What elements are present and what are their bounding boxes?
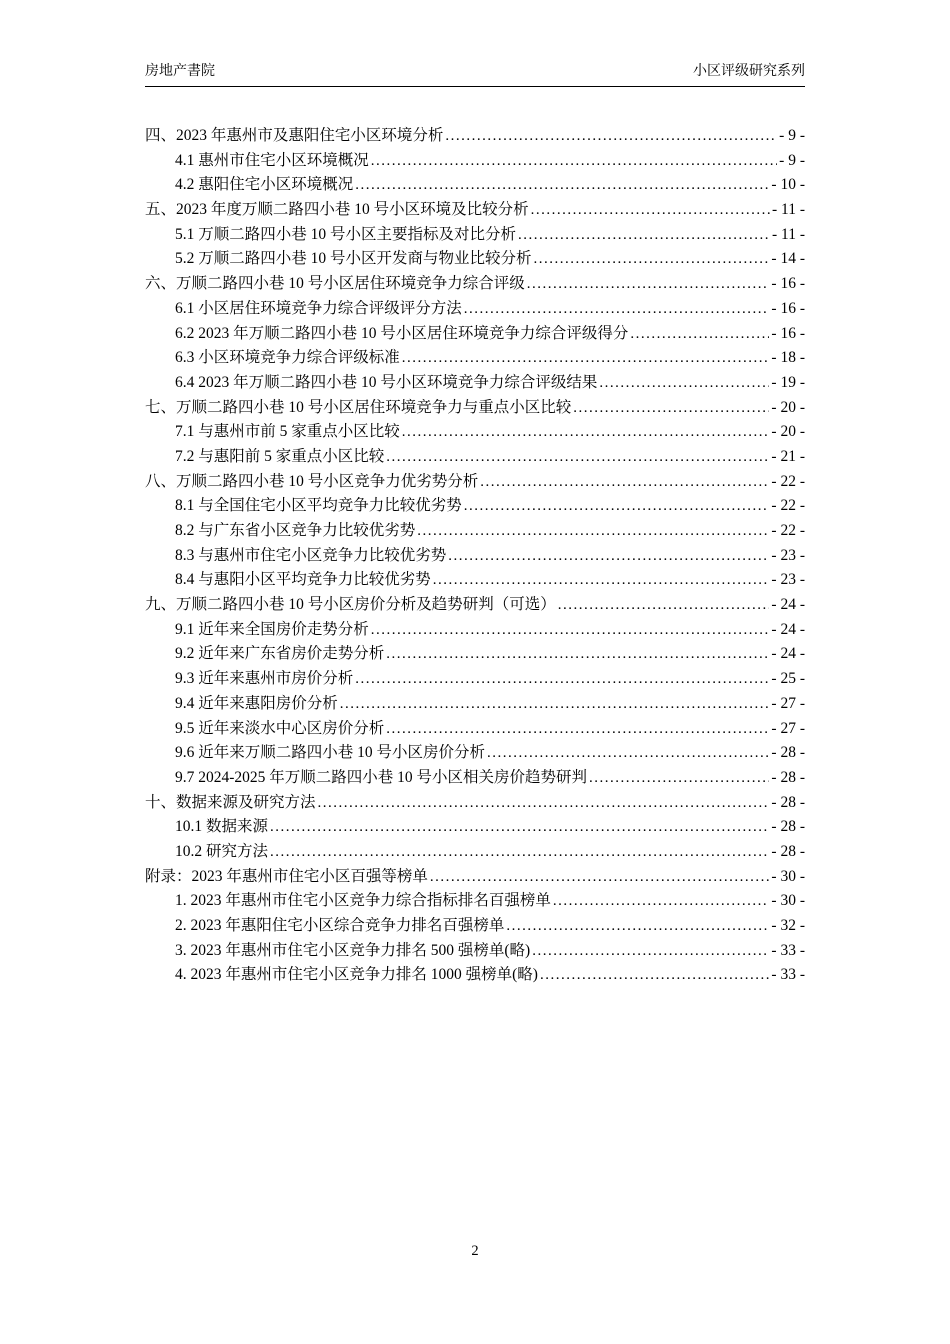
toc-entry-label: 2. 2023 年惠阳住宅小区综合竞争力排名百强榜单 (175, 917, 505, 934)
toc-entry-page: - 33 - (771, 966, 805, 984)
toc-leader-dots (318, 791, 770, 816)
toc-entry-label: 六、万顺二路四小巷 10 号小区居住环境竞争力综合评级 (145, 275, 525, 293)
toc-leader-dots (589, 766, 769, 791)
toc-leader-dots (527, 272, 770, 297)
toc-entry-label: 6.3 小区环境竞争力综合评级标准 (175, 349, 400, 367)
toc-entry (145, 470, 805, 495)
toc-entry (145, 889, 805, 914)
toc-leader-dots (531, 198, 770, 223)
toc-entry-page: - 33 - (771, 941, 805, 959)
toc-entry (145, 791, 805, 816)
toc-entry-label: 5.2 万顺二路四小巷 10 号小区开发商与物业比较分析 (175, 250, 532, 268)
toc-entry-label: 10.1 数据来源 (175, 818, 269, 836)
toc-leader-dots (553, 889, 770, 914)
toc-entry-page: - 20 - (771, 423, 805, 441)
toc-leader-dots (371, 618, 770, 643)
toc-entry-label: 9.1 近年来全国房价走势分析 (175, 620, 369, 638)
toc-leader-dots (270, 815, 769, 840)
toc-entry (145, 766, 805, 791)
toc-entry (145, 692, 805, 717)
toc-entry (145, 173, 805, 198)
toc-leader-dots (540, 963, 769, 988)
toc-entry-page: - 22 - (771, 522, 805, 539)
toc-leader-dots (573, 396, 769, 421)
toc-entry-label: 10.2 研究方法 (175, 842, 269, 860)
toc-entry-label: 七、万顺二路四小巷 10 号小区居住环境竞争力与重点小区比较 (145, 398, 572, 416)
toc-leader-dots (386, 445, 769, 470)
toc-entry-label: 1. 2023 年惠州市住宅小区竞争力综合指标排名百强榜单 (175, 892, 551, 910)
toc-leader-dots (402, 346, 770, 371)
toc-entry-label: 9.4 近年来惠阳房价分析 (175, 694, 338, 712)
toc-leader-dots (558, 593, 770, 618)
toc-entry-label: 6.2 2023 年万顺二路四小巷 10 号小区居住环境竞争力综合评级得分 (175, 324, 629, 342)
table-of-contents (145, 124, 805, 988)
toc-entry (145, 667, 805, 692)
toc-entry (145, 223, 805, 248)
toc-entry-page: - 9 - (779, 127, 805, 144)
toc-entry-page: - 28 - (771, 842, 805, 860)
toc-entry-label: 4.2 惠阳住宅小区环境概况 (175, 176, 354, 194)
toc-entry (145, 198, 805, 223)
toc-entry (145, 247, 805, 272)
toc-entry (145, 124, 805, 149)
toc-leader-dots (464, 297, 770, 322)
toc-entry (145, 272, 805, 297)
toc-leader-dots (599, 371, 769, 396)
toc-entry (145, 815, 805, 840)
toc-entry-label: 八、万顺二路四小巷 10 号小区竞争力优劣势分析 (145, 472, 479, 490)
toc-entry (145, 741, 805, 766)
toc-entry-label: 9.2 近年来广东省房价走势分析 (175, 645, 385, 663)
toc-entry-page: - 23 - (771, 546, 805, 564)
toc-leader-dots (630, 322, 769, 347)
toc-entry-label: 7.2 与惠阳前 5 家重点小区比较 (175, 447, 385, 465)
toc-entry-page: - 21 - (771, 447, 805, 465)
toc-leader-dots (340, 692, 770, 717)
toc-entry-page: - 27 - (771, 694, 805, 712)
toc-entry (145, 568, 805, 593)
toc-entry-label: 九、万顺二路四小巷 10 号小区房价分析及趋势研判（可选） (145, 596, 556, 614)
toc-leader-dots (270, 840, 769, 865)
toc-leader-dots (518, 223, 770, 248)
toc-entry (145, 445, 805, 470)
toc-entry-page: - 16 - (771, 275, 805, 293)
toc-entry-page: - 11 - (772, 225, 805, 243)
toc-entry-label: 7.1 与惠州市前 5 家重点小区比较 (175, 423, 400, 441)
toc-entry (145, 371, 805, 396)
toc-leader-dots (464, 494, 770, 519)
toc-leader-dots (430, 865, 770, 890)
toc-entry (145, 963, 805, 988)
toc-entry (145, 865, 805, 890)
toc-entry-label: 四、2023 年惠州市及惠阳住宅小区环境分析 (145, 127, 444, 144)
page-header (145, 60, 805, 87)
toc-entry-label: 9.7 2024-2025 年万顺二路四小巷 10 号小区相关房价趋势研判 (175, 768, 588, 786)
page-number: 2 (471, 1243, 479, 1259)
toc-entry-label: 附录：2023 年惠州市住宅小区百强等榜单 (145, 867, 428, 885)
toc-entry-label: 9.6 近年来万顺二路四小巷 10 号小区房价分析 (175, 744, 486, 762)
toc-entry-label: 8.3 与惠州市住宅小区竞争力比较优劣势 (175, 546, 447, 564)
toc-leader-dots (402, 420, 770, 445)
toc-entry (145, 544, 805, 569)
toc-entry-page: - 24 - (771, 620, 805, 638)
toc-entry-label: 十、数据来源及研究方法 (145, 793, 316, 811)
toc-entry (145, 840, 805, 865)
toc-leader-dots (448, 544, 769, 569)
toc-leader-dots (371, 149, 777, 174)
toc-entry (145, 939, 805, 964)
toc-leader-dots (355, 667, 769, 692)
toc-entry-page: - 24 - (771, 596, 805, 614)
toc-entry-page: - 16 - (771, 299, 805, 317)
toc-entry-page: - 18 - (771, 349, 805, 367)
toc-entry-label: 8.2 与广东省小区竞争力比较优劣势 (175, 522, 416, 539)
toc-entry (145, 494, 805, 519)
toc-entry-page: - 20 - (771, 398, 805, 416)
toc-leader-dots (355, 173, 769, 198)
toc-entry-label: 6.4 2023 年万顺二路四小巷 10 号小区环境竞争力综合评级结果 (175, 373, 598, 391)
toc-leader-dots (386, 642, 769, 667)
toc-entry-label: 4.1 惠州市住宅小区环境概况 (175, 151, 369, 169)
toc-entry-page: - 25 - (771, 670, 805, 688)
toc-leader-dots (417, 519, 769, 544)
toc-entry-page: - 16 - (771, 324, 805, 342)
toc-entry-page: - 9 - (779, 151, 805, 169)
toc-entry (145, 618, 805, 643)
toc-entry-label: 6.1 小区居住环境竞争力综合评级评分方法 (175, 299, 462, 317)
toc-entry-page: - 30 - (771, 867, 805, 885)
toc-leader-dots (532, 939, 769, 964)
toc-entry-label: 4. 2023 年惠州市住宅小区竞争力排名 1000 强榜单(略) (175, 966, 538, 984)
toc-entry (145, 717, 805, 742)
toc-leader-dots (506, 914, 769, 939)
toc-entry-page: - 19 - (771, 373, 805, 391)
toc-entry-page: - 11 - (772, 201, 805, 219)
toc-entry-page: - 22 - (771, 472, 805, 490)
toc-entry-label: 8.1 与全国住宅小区平均竞争力比较优劣势 (175, 497, 462, 515)
toc-entry-page: - 22 - (771, 497, 805, 515)
toc-leader-dots (433, 568, 770, 593)
toc-entry-label: 8.4 与惠阳小区平均竞争力比较优劣势 (175, 571, 431, 589)
toc-entry-page: - 23 - (771, 571, 805, 589)
toc-entry-label: 五、2023 年度万顺二路四小巷 10 号小区环境及比较分析 (145, 201, 529, 219)
toc-entry-page: - 24 - (771, 645, 805, 663)
toc-entry-page: - 10 - (771, 176, 805, 194)
toc-entry (145, 420, 805, 445)
toc-entry-page: - 30 - (771, 892, 805, 910)
toc-entry-label: 9.5 近年来淡水中心区房价分析 (175, 719, 385, 737)
toc-entry (145, 519, 805, 544)
toc-entry (145, 346, 805, 371)
toc-entry-page: - 32 - (771, 917, 805, 934)
toc-leader-dots (487, 741, 769, 766)
toc-entry (145, 642, 805, 667)
toc-entry-page: - 28 - (771, 793, 805, 811)
toc-entry-page: - 28 - (771, 768, 805, 786)
toc-entry-page: - 27 - (771, 719, 805, 737)
toc-entry (145, 322, 805, 347)
toc-entry (145, 914, 805, 939)
toc-entry-page: - 28 - (771, 818, 805, 836)
toc-entry (145, 396, 805, 421)
toc-entry (145, 593, 805, 618)
toc-entry (145, 297, 805, 322)
toc-entry (145, 149, 805, 174)
toc-entry-label: 3. 2023 年惠州市住宅小区竞争力排名 500 强榜单(略) (175, 941, 531, 959)
toc-entry-label: 9.3 近年来惠州市房价分析 (175, 670, 354, 688)
toc-entry-label: 5.1 万顺二路四小巷 10 号小区主要指标及对比分析 (175, 225, 517, 243)
toc-leader-dots (445, 124, 777, 149)
page-footer (0, 1243, 950, 1260)
toc-leader-dots (534, 247, 770, 272)
toc-entry-page: - 28 - (771, 744, 805, 762)
header-right-text: 小区评级研究系列 (693, 64, 805, 79)
toc-leader-dots (386, 717, 769, 742)
toc-entry-page: - 14 - (771, 250, 805, 268)
toc-leader-dots (480, 470, 769, 495)
header-left-text: 房地产書院 (145, 64, 215, 79)
